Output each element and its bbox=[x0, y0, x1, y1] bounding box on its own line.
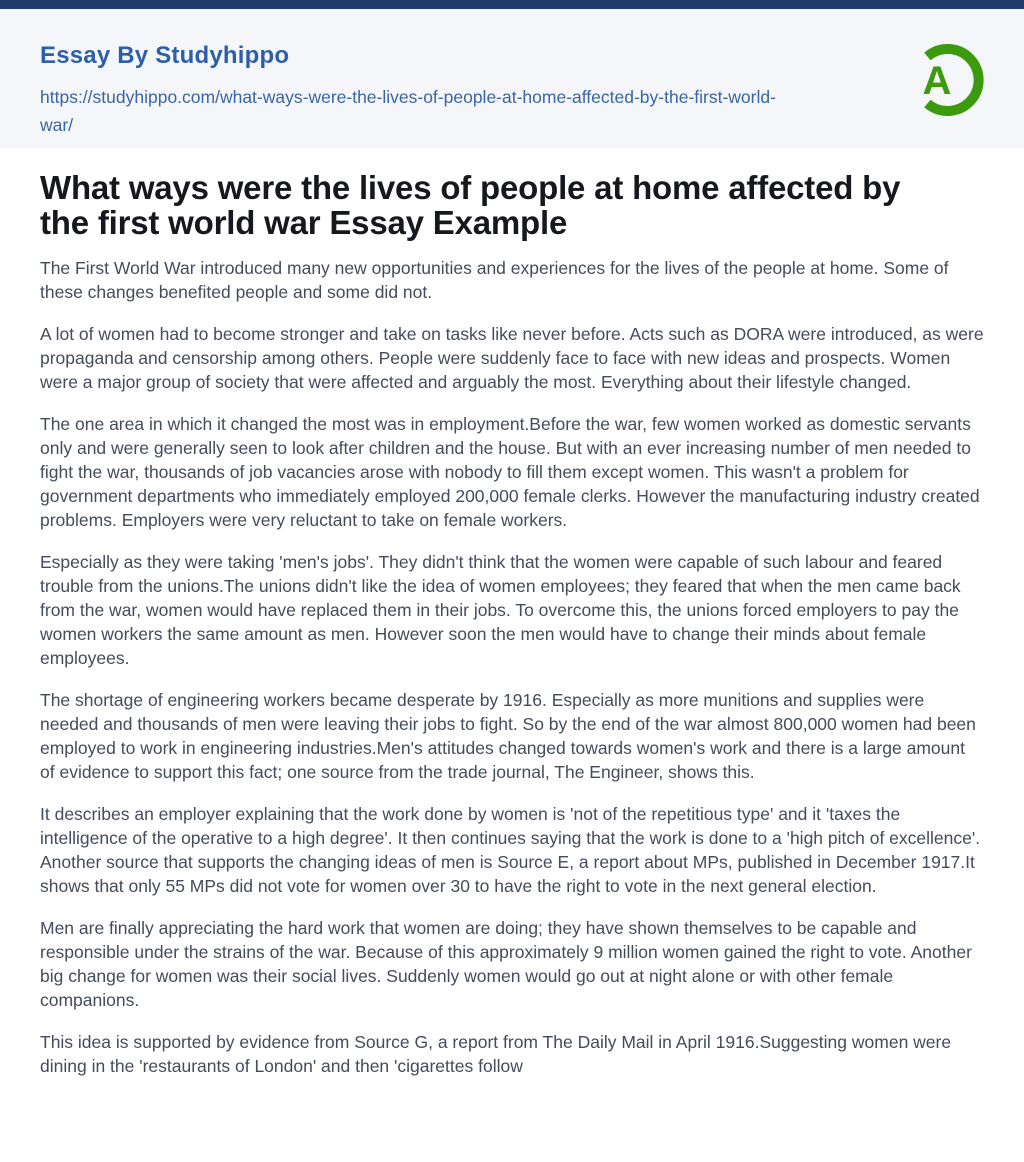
essay-body bbox=[40, 256, 984, 1078]
essay-paragraph: The shortage of engineering workers became desperate by 1916. Especially as more munitions and supplies were needed and thousands of men were leaving their jobs to fight. So by the end of the war almost 800,000 women had been employed to work in engineering industries.Men's attitudes changed towards women's work and there is a large amount of evidence to support this fact; one source from the trade journal, The Engineer, shows this. bbox=[40, 690, 976, 782]
page-title: What ways were the lives of people at home affected by the first world war Essay Example bbox=[40, 169, 901, 241]
top-accent-bar bbox=[0, 0, 1024, 9]
studyhippo-logo bbox=[909, 40, 987, 120]
essay-url-link[interactable]: https://studyhippo.com/what-ways-were-the-lives-of-people-at-home-affected-by-the-first-world-war/ bbox=[40, 87, 776, 135]
arc-a-logo-icon bbox=[909, 40, 987, 120]
essay-paragraph: The one area in which it changed the most was in employment.Before the war, few women worked as domestic servants only and were generally seen to look after children and the house. But with an ever increasing number of men needed to fight the war, thousands of job vacancies arose with nobody to fill them except women. This wasn't a problem for government departments who immediately employed 200,000 female clerks. However the manufacturing industry created problems. Employers were very reluctant to take on female workers. bbox=[40, 414, 980, 530]
essay-paragraph: This idea is supported by evidence from Source G, a report from The Daily Mail in April 1916.Suggesting women were dining in the 'restaurants of London' and then 'cigarettes follow bbox=[40, 1032, 952, 1076]
essay-paragraph: The First World War introduced many new opportunities and experiences for the lives of the people at home. Some of these changes benefited people and some did not. bbox=[40, 258, 949, 302]
brand-title: Essay By Studyhippo bbox=[40, 42, 290, 69]
essay-paragraph: A lot of women had to become stronger and take on tasks like never before. Acts such as DORA were introduced, as were propaganda and censorship among others. People were suddenly face to face with new ideas and prospects. Women were a major group of society that were affected and arguably the most. Everything about their lifestyle changed. bbox=[40, 324, 984, 392]
essay-paragraph: Men are finally appreciating the hard work that women are doing; they have shown themselves to be capable and responsible under the strains of the war. Because of this approximately 9 million women gained the right to vote. Another big change for women was their social lives. Suddenly women would go out at night alone or with other female companions. bbox=[40, 918, 972, 1010]
essay-paragraph: Especially as they were taking 'men's jobs'. They didn't think that the women were capable of such labour and feared trouble from the unions.The unions didn't like the idea of women employees; they feared that when the men came back from the war, women would have replaced them in their jobs. To overcome this, the unions forced employers to pay the women workers the same amount as men. However soon the men would have to change their minds about female employees. bbox=[40, 552, 961, 668]
site-header bbox=[0, 9, 1024, 148]
logo-letter: A bbox=[922, 59, 952, 103]
essay-content bbox=[0, 148, 1024, 1078]
essay-paragraph: It describes an employer explaining that the work done by women is 'not of the repetitious type' and it 'taxes the intelligence of the operative to a high degree'. It then continues saying that the work is done to a 'high pitch of excellence'. Another source that supports the changing ideas of men is Source E, a report about MPs, published in December 1917.It shows that only 55 MPs did not vote for women over 30 to have the right to vote in the next general election. bbox=[40, 804, 981, 896]
